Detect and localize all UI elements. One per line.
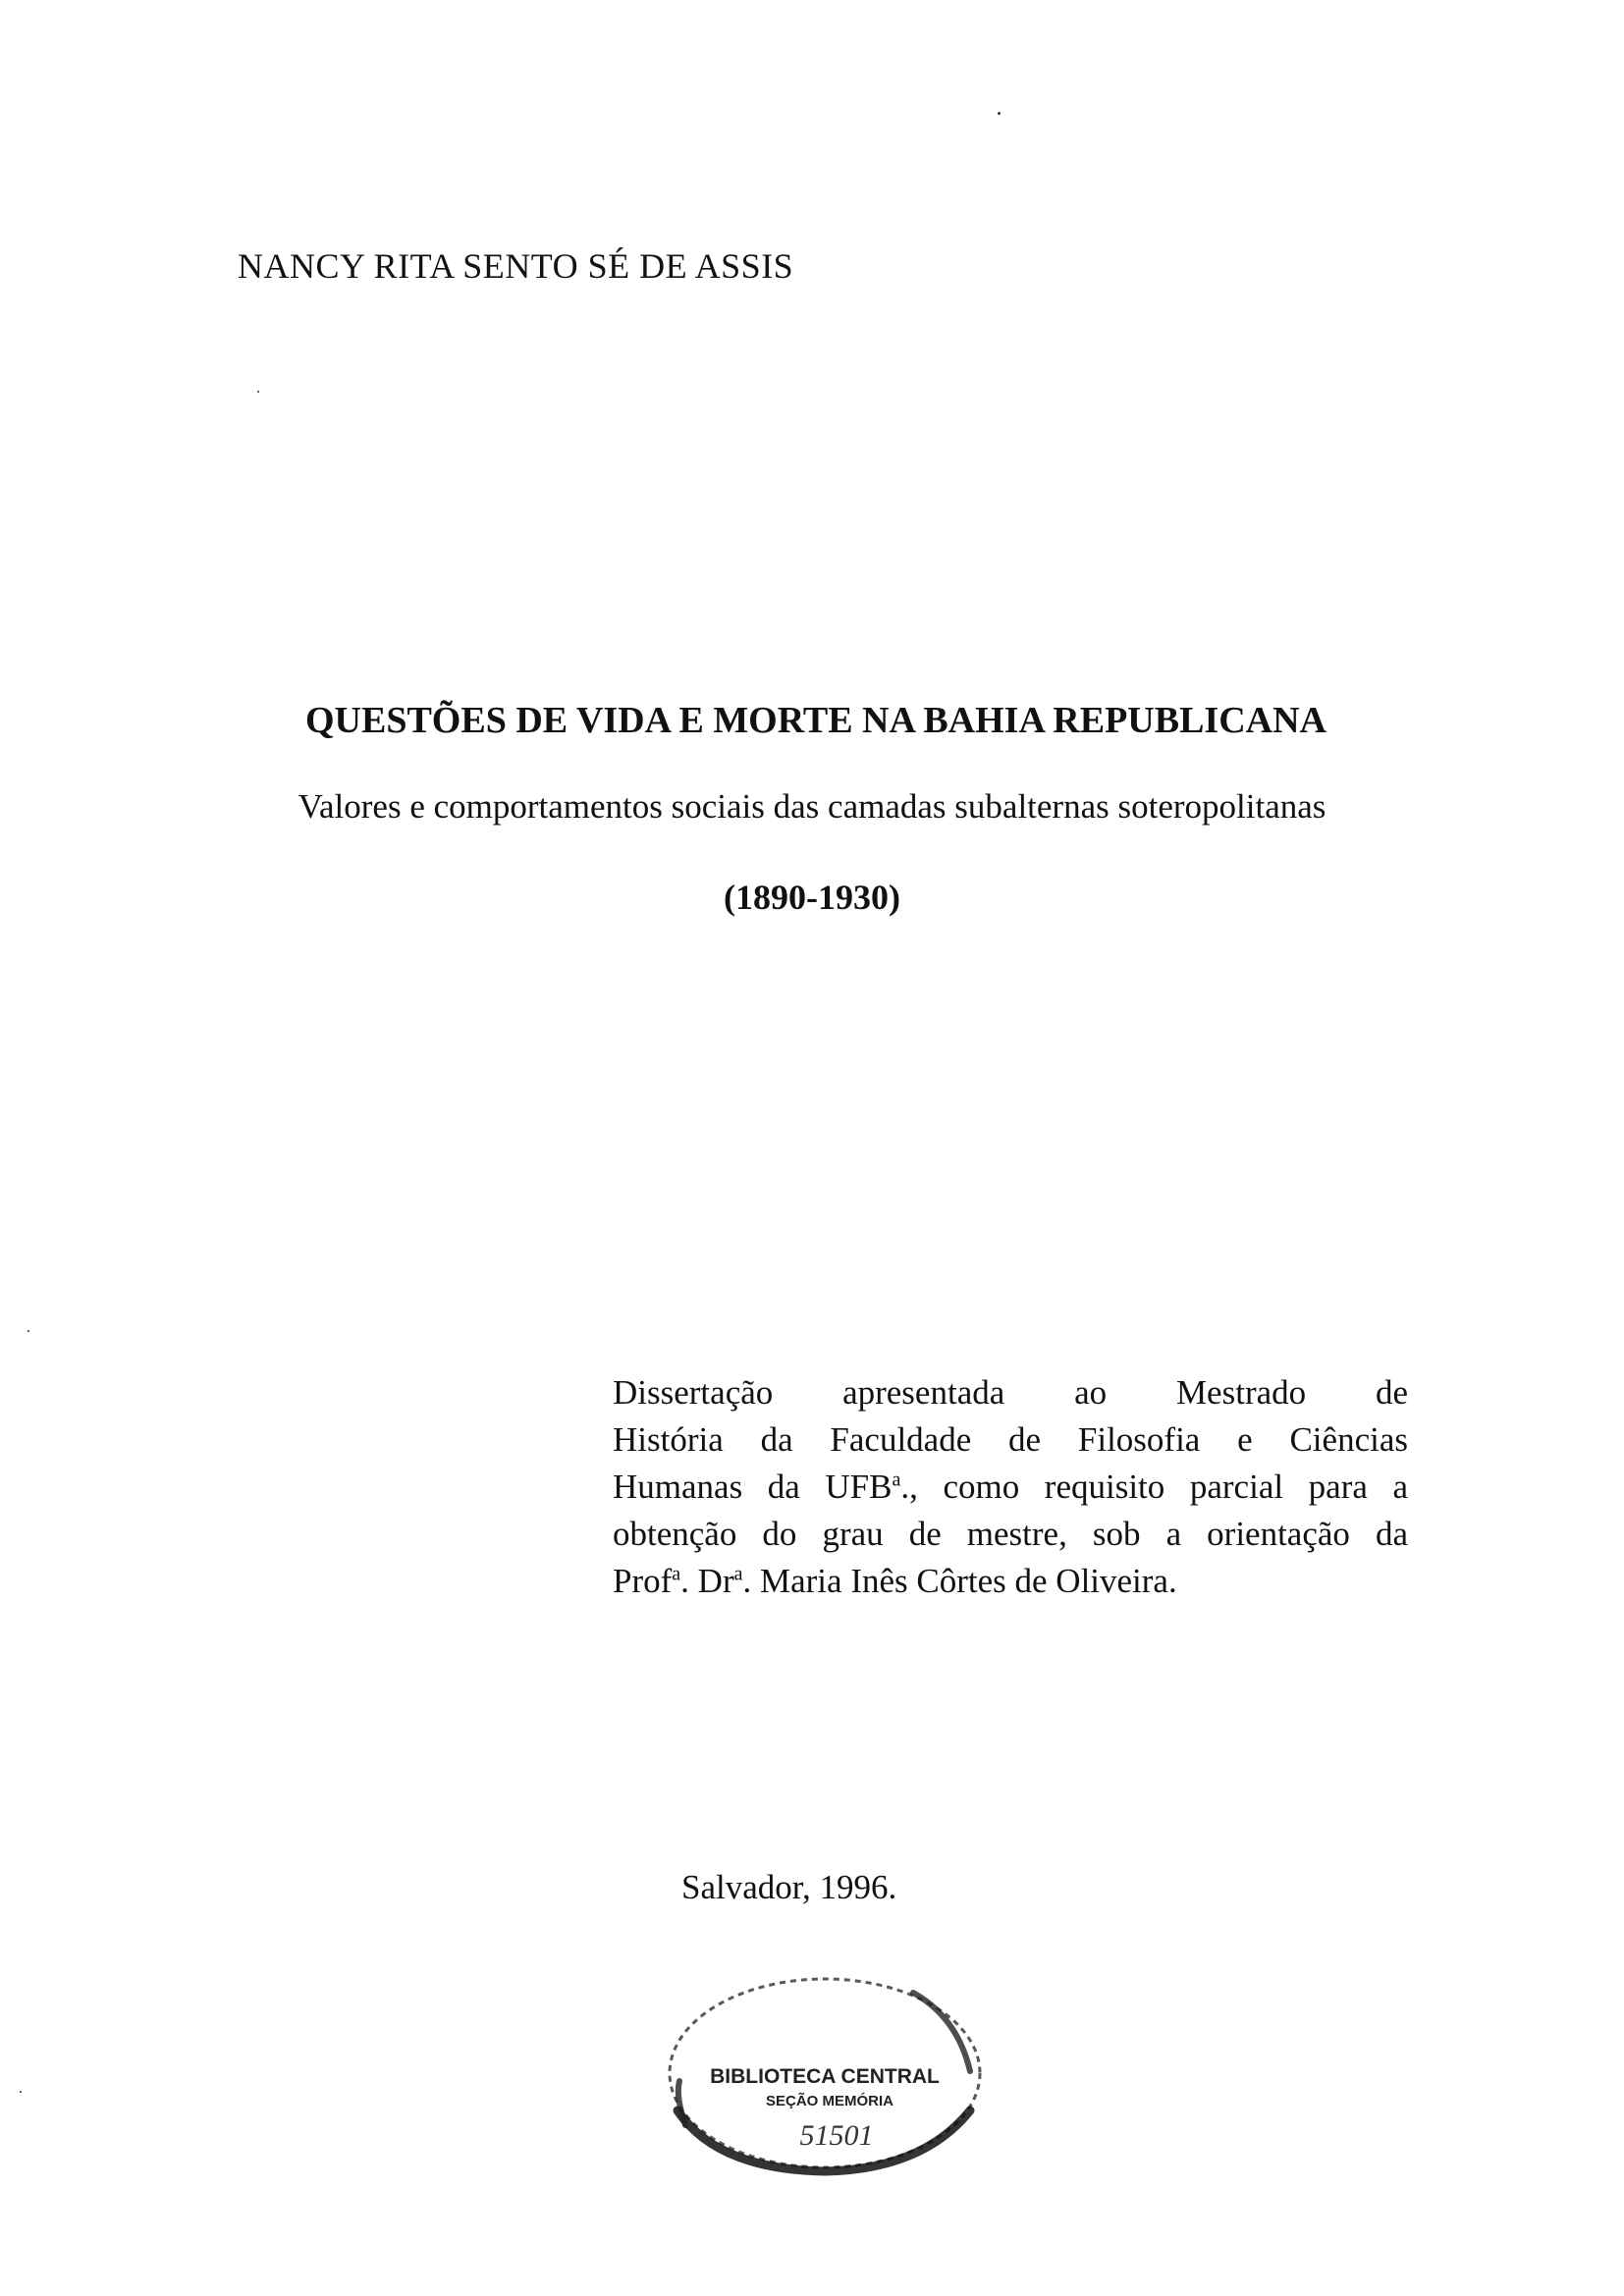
scan-speck <box>20 2091 22 2093</box>
library-stamp <box>658 1963 992 2179</box>
dissertation-note <box>613 1369 1408 1605</box>
stamp-line-1: BIBLIOTECA CENTRAL <box>710 2065 940 2088</box>
thesis-subtitle: Valores e comportamentos sociais das camadas subalternas soteropolitanas <box>298 787 1326 826</box>
dissertation-line-2: História da Faculdade de Filosofia e Ciências <box>613 1420 1408 1459</box>
thesis-period: (1890-1930) <box>724 878 900 917</box>
scan-speck <box>27 1330 29 1332</box>
author-name: NANCY RITA SENTO SÉ DE ASSIS <box>238 246 794 286</box>
scan-speck <box>257 391 259 393</box>
thesis-title: QUESTÕES DE VIDA E MORTE NA BAHIA REPUBLICANA <box>304 700 1326 741</box>
dissertation-line-5: Prof$^a$. Dr$^a$. Maria Inês Côrtes de Oliveira. <box>613 1562 1177 1600</box>
place-and-date: Salvador, 1996. <box>681 1868 897 1906</box>
scan-speck <box>998 112 1001 115</box>
stamp-line-2: SEÇÃO MEMÓRIA <box>765 2093 894 2109</box>
dissertation-line-4: obtenção do grau de mestre, sob a orientação da <box>613 1515 1408 1553</box>
stamp-seal <box>658 1963 992 2179</box>
stamp-number: 51501 <box>799 2119 874 2152</box>
dissertation-line-1: Dissertação apresentada ao Mestrado de <box>613 1373 1408 1412</box>
dissertation-line-3: Humanas da UFB$^a$., como requisito parcial para a <box>613 1468 1408 1506</box>
